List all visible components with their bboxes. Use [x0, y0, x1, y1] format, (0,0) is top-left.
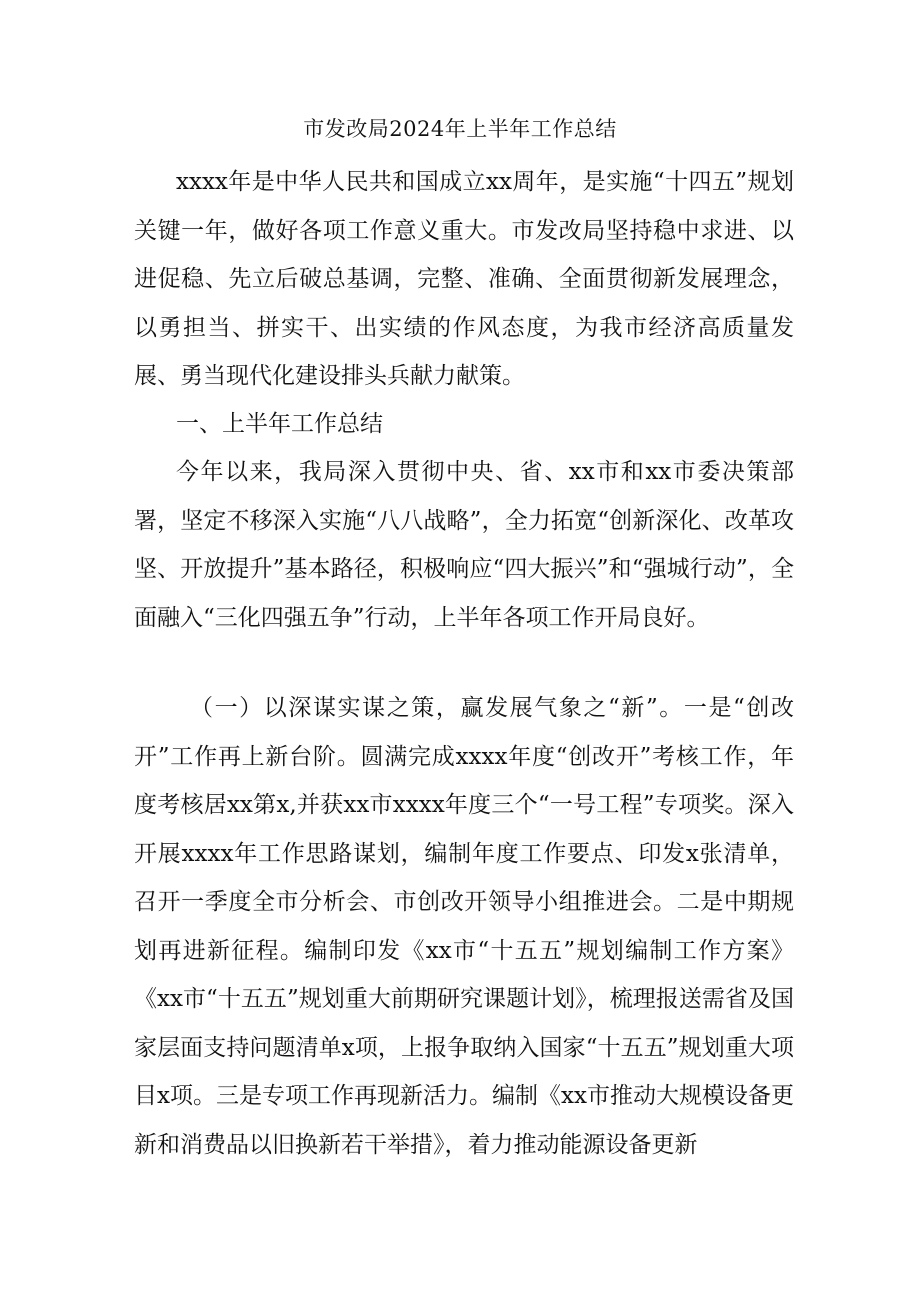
document-title: 市发改局2024年上半年工作总结 — [303, 117, 617, 141]
section-1-paragraph: （一）以深谋实谋之策，赢发展气象之“新”。一是“创改开”工作再上新台阶。圆满完成xxxx年度“创改开”考核工作，年度考核居xx第x,并获xx市xxxx年度三个“一号工程”专项奖。深入开展xxxx年工作思路谋划，编制年度工作要点、印发x张清单，召开一季度全市分析会、市创改开领导小组推进会。二是中期规划再进新征程。编制印发《xx市“十五五”规划编制工作方案》《xx市“十五五”规划重大前期研究课题计划》，梳理报送需省及国家层面支持问题清单x项，上报争取纳入国家“十五五”规划重大项目x项。三是专项工作再现新活力。编制《xx市推动大规模设备更新和消费品以旧换新若干举措》，着力推动能源设备更新 — [134, 695, 794, 1158]
intro-paragraph: xxxx年是中华人民共和国成立xx周年，是实施“十四五”规划关键一年，做好各项工作意义重大。市发改局坚持稳中求进、以进促稳、先立后破总基调，完整、准确、全面贯彻新发展理念，以勇担当、拼实干、出实绩的作风态度，为我市经济高质量发展、勇当现代化建设排头兵献力献策。 — [134, 169, 794, 389]
overview-paragraph: 今年以来，我局深入贯彻中央、省、xx市和xx市委决策部署，坚定不移深入实施“八八战略”，全力拓宽“创新深化、改革攻坚、开放提升”基本路径，积极响应“四大振兴”和“强城行动”，全面融入“三化四强五争”行动，上半年各项工作开局良好。 — [134, 459, 794, 631]
section-heading-1: 一、上半年工作总结 — [176, 411, 383, 437]
